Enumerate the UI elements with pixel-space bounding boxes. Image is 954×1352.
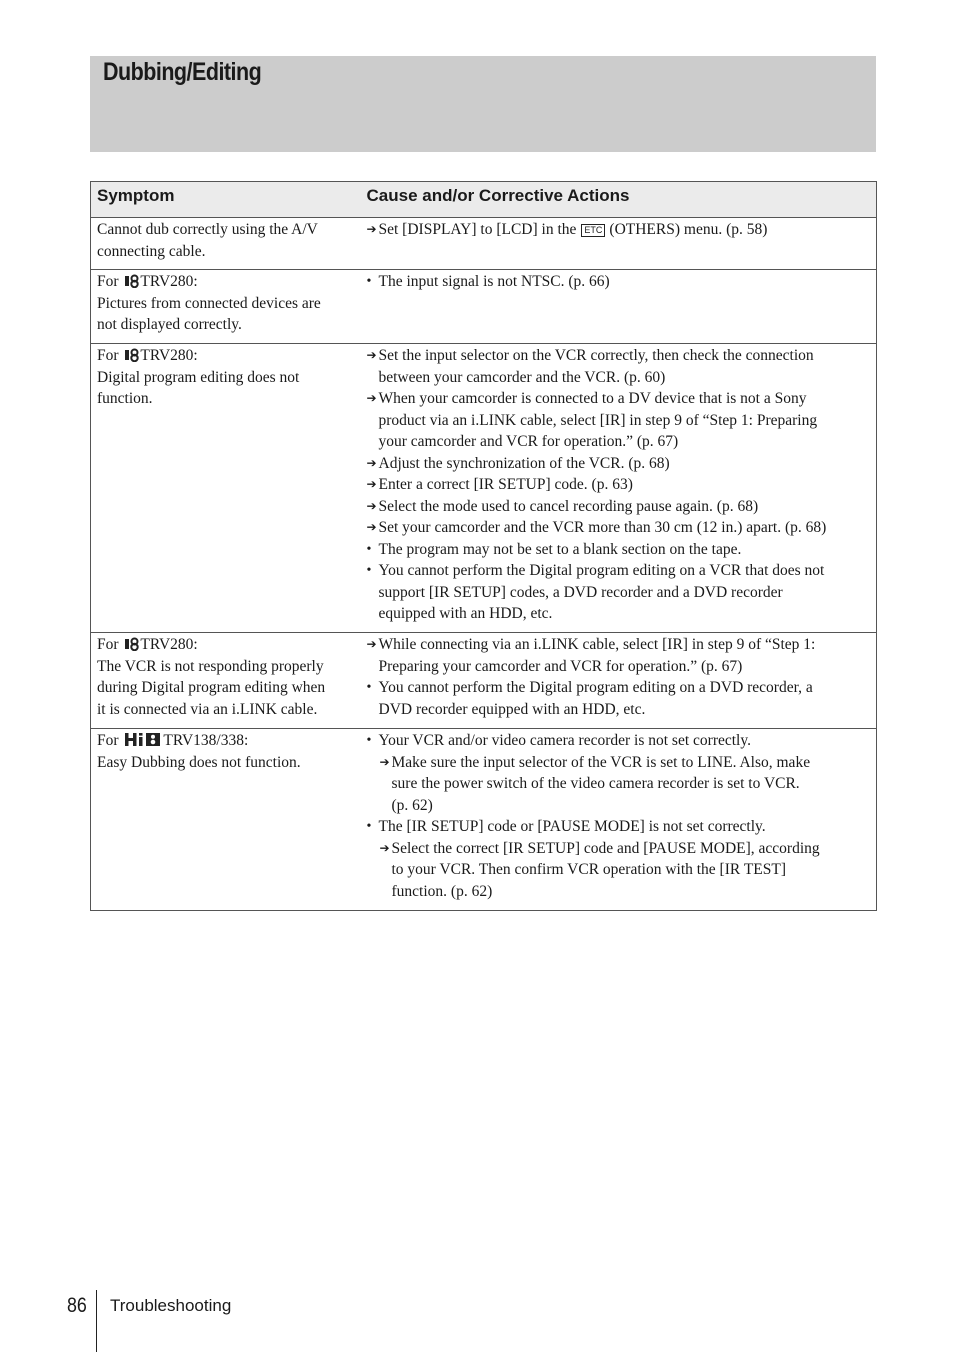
column-header-cause: Cause and/or Corrective Actions (359, 182, 877, 218)
cause-cell (359, 633, 877, 729)
cause-item (367, 496, 873, 518)
arrow-icon: ➔ (366, 455, 377, 470)
section-header-band (90, 56, 876, 152)
arrow-icon: ➔ (366, 222, 377, 236)
cause-item (367, 517, 873, 539)
table-row (91, 270, 877, 344)
table-row (91, 218, 877, 270)
symptom-prefix: For (97, 636, 119, 653)
cause-text: (p. 62) (391, 796, 433, 814)
cause-text: The program may not be set to a blank section on the tape. (378, 540, 742, 558)
bullet-icon: • (366, 819, 372, 834)
cause-item (367, 219, 873, 241)
cause-text: Enter a correct [IR SETUP] code. (p. 63) (378, 476, 633, 493)
symptom-model: TRV138/338: (163, 732, 249, 749)
cause-cell (359, 729, 877, 911)
symptom-cell (91, 729, 359, 911)
cause-text: You cannot perform the Digital program editing on a VCR that does not (378, 562, 825, 579)
table-row (91, 729, 877, 911)
cause-text: Set [DISPLAY] to [LCD] in the (378, 221, 577, 238)
symptom-prefix: For (97, 347, 119, 364)
cause-item (367, 677, 873, 720)
cause-item (367, 345, 873, 388)
cause-text: to your VCR. Then confirm VCR operation with the [IR TEST] (391, 861, 787, 878)
symptom-text: function. (97, 390, 153, 407)
cause-text: function. (p. 62) (391, 882, 493, 900)
footer-section-label: Troubleshooting (110, 1296, 232, 1315)
cause-item (367, 271, 873, 293)
bullet-icon: • (366, 563, 372, 578)
table-row (91, 344, 877, 633)
symptom-model-line (97, 634, 353, 656)
symptom-cell (91, 633, 359, 729)
cause-text: support [IR SETUP] codes, a DVD recorder and a DVD recorder (378, 583, 783, 601)
cause-text: between your camcorder and the VCR. (p. 60) (378, 368, 666, 386)
digital8-logo-icon (124, 637, 140, 651)
symptom-text: Cannot dub correctly using the A/V (97, 221, 318, 238)
table-row (91, 633, 877, 729)
cause-text: Adjust the synchronization of the VCR. (p. 68) (378, 454, 670, 472)
cause-text: equipped with an HDD, etc. (378, 605, 553, 622)
symptom-text: during Digital program editing when (97, 679, 326, 696)
arrow-icon: ➔ (366, 498, 377, 513)
digital8-logo-icon (124, 348, 140, 362)
symptom-text: Easy Dubbing does not function. (97, 753, 301, 771)
cause-cell (359, 270, 877, 344)
digital8-logo-icon (124, 274, 140, 288)
cause-item (367, 453, 873, 475)
cause-text: While connecting via an i.LINK cable, select [IR] in step 9 of “Step 1: (378, 636, 816, 653)
arrow-icon: ➔ (366, 477, 377, 491)
cause-text: Set your camcorder and the VCR more than 30 cm (12 in.) apart. (p. 68) (378, 519, 827, 536)
symptom-text: it is connected via an i.LINK cable. (97, 700, 318, 718)
symptom-model-line (97, 730, 353, 752)
column-header-symptom: Symptom (91, 182, 359, 218)
cause-subitem (367, 838, 873, 903)
cause-item (367, 560, 873, 625)
cause-text: Select the mode used to cancel recording pause again. (p. 68) (378, 497, 759, 515)
symptom-text: connecting cable. (97, 242, 206, 260)
cause-item (367, 816, 873, 838)
cause-text: (OTHERS) menu. (p. 58) (609, 221, 768, 238)
cause-text: When your camcorder is connected to a DV device that is not a Sony (378, 390, 807, 407)
cause-text: sure the power switch of the video camera recorder is set to VCR. (391, 775, 800, 792)
arrow-icon: ➔ (379, 840, 390, 855)
symptom-model-line (97, 345, 353, 367)
arrow-icon: ➔ (366, 637, 377, 651)
symptom-text: Pictures from connected devices are (97, 294, 321, 312)
cause-text: DVD recorder equipped with an HDD, etc. (378, 700, 646, 718)
cause-text: The input signal is not NTSC. (p. 66) (378, 273, 610, 290)
arrow-icon: ➔ (379, 754, 390, 769)
arrow-icon: ➔ (366, 520, 377, 534)
cause-item (367, 474, 873, 496)
hi8-logo-icon (125, 732, 161, 747)
cause-item (367, 388, 873, 453)
footer-divider (96, 1290, 97, 1352)
cause-text: You cannot perform the Digital program editing on a DVD recorder, a (378, 679, 813, 696)
arrow-icon: ➔ (366, 391, 377, 405)
symptom-prefix: For (97, 273, 119, 290)
cause-text: Your VCR and/or video camera recorder is not set correctly. (378, 732, 751, 749)
cause-text: Preparing your camcorder and VCR for operation.” (p. 67) (378, 657, 743, 675)
cause-item (367, 634, 873, 677)
cause-item (367, 539, 873, 561)
section-title: Dubbing/Editing (103, 58, 262, 86)
bullet-icon: • (366, 274, 372, 289)
troubleshooting-table (90, 181, 877, 911)
cause-text: product via an i.LINK cable, select [IR] in step 9 of “Step 1: Preparing (378, 411, 818, 429)
table-header-row (91, 182, 877, 218)
symptom-prefix: For (97, 732, 119, 749)
page-number: 86 (67, 1294, 87, 1317)
cause-cell (359, 344, 877, 633)
cause-subitem (367, 752, 873, 817)
cause-text: Set the input selector on the VCR correctly, then check the connection (378, 347, 814, 364)
bullet-icon: • (366, 541, 372, 557)
symptom-text: The VCR is not responding properly (97, 657, 324, 675)
symptom-model: TRV280: (140, 273, 198, 290)
symptom-text: not displayed correctly. (97, 316, 242, 333)
cause-cell (359, 218, 877, 270)
symptom-text: Digital program editing does not (97, 368, 300, 386)
symptom-cell (91, 344, 359, 633)
bullet-icon: • (366, 680, 372, 695)
symptom-model-line (97, 271, 353, 293)
symptom-model: TRV280: (140, 347, 198, 364)
cause-text: The [IR SETUP] code or [PAUSE MODE] is not set correctly. (378, 818, 766, 835)
bullet-icon: • (366, 733, 372, 748)
symptom-cell (91, 218, 359, 270)
cause-text: your camcorder and VCR for operation.” (p. 67) (378, 433, 679, 450)
arrow-icon: ➔ (366, 348, 377, 362)
cause-text: Make sure the input selector of the VCR is set to LINE. Also, make (391, 753, 811, 771)
etc-menu-icon: ETC (581, 224, 605, 237)
symptom-model: TRV280: (140, 636, 198, 653)
cause-text: Select the correct [IR SETUP] code and [PAUSE MODE], according (391, 839, 820, 857)
cause-item (367, 730, 873, 752)
symptom-cell (91, 270, 359, 344)
